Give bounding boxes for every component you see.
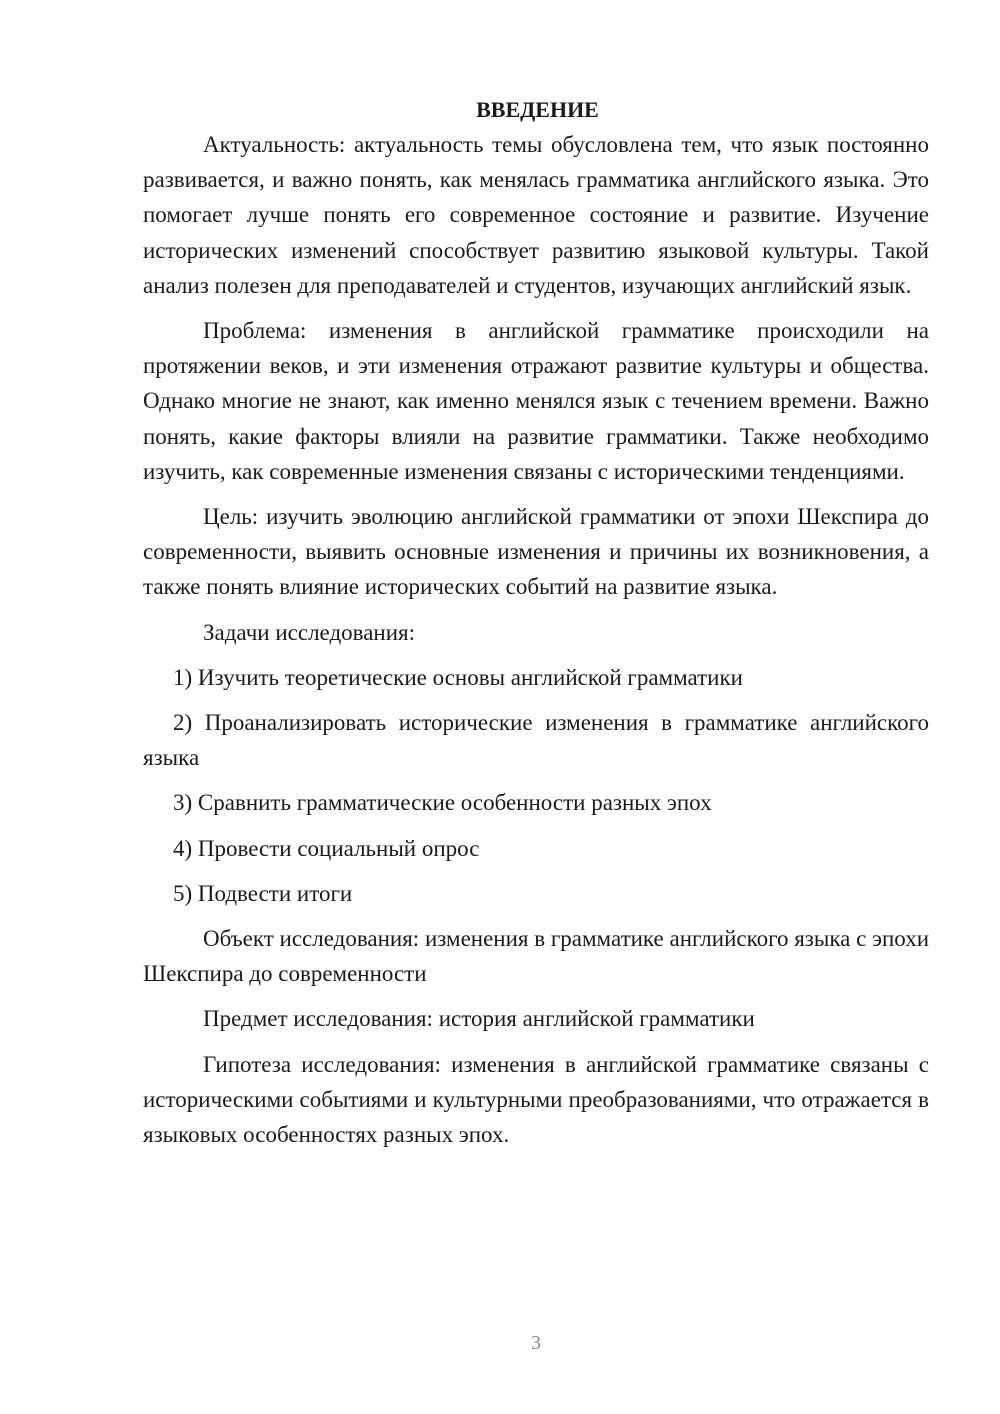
paragraph-hypothesis: Гипотеза исследования: изменения в английской грамматике связаны с историческими событиями и культурными преобразованиями, что отражается в языковых особенностях разных эпох. <box>143 1051 929 1148</box>
task-item: 3) Сравнить грамматические особенности разных эпох <box>173 790 712 816</box>
paragraph-relevance: Актуальность: актуальность темы обусловлена тем, что язык постоянно развивается, и важно понять, как менялась грамматика английского языка. Это помогает лучше понять его современное состояние и развитие. Изучение исторических изменений способствует развитию языковой культуры. Такой анализ полезен для преподавателей и студентов, изучающих английский язык. <box>143 132 929 298</box>
task-item: 5) Подвести итоги <box>173 880 353 906</box>
paragraph-goal: Цель: изучить эволюцию английской грамматики от эпохи Шекспира до современности, выявить основные изменения и причины их возникновения, а также понять влияние исторических событий на развитие языка. <box>143 504 929 600</box>
paragraph-tasks-heading: Задачи исследования: <box>203 619 416 645</box>
task-item: 2) Проанализировать исторические изменения в грамматике английского языка <box>143 710 929 771</box>
paragraph-problem: Проблема: изменения в английской грамматике происходили на протяжении веков, и эти изменения отражают развитие культуры и общества. Однако многие не знают, как именно менялся язык с течением времени. Важно понять, какие факторы влияли на развитие грамматики. Также необходимо изучить, как современные изменения связаны с историческими тенденциями. <box>143 318 929 484</box>
paragraph-object: Объект исследования: изменения в грамматике английского языка с эпохи Шекспира до современности <box>143 926 929 987</box>
section-title: ВВЕДЕНИЕ <box>476 97 599 122</box>
task-item: 4) Провести социальный опрос <box>173 835 480 861</box>
document-page <box>143 92 929 1162</box>
page-number: 3 <box>531 1332 541 1354</box>
task-item: 1) Изучить теоретические основы английской грамматики <box>173 664 743 690</box>
paragraph-subject: Предмет исследования: история английской грамматики <box>203 1006 755 1032</box>
